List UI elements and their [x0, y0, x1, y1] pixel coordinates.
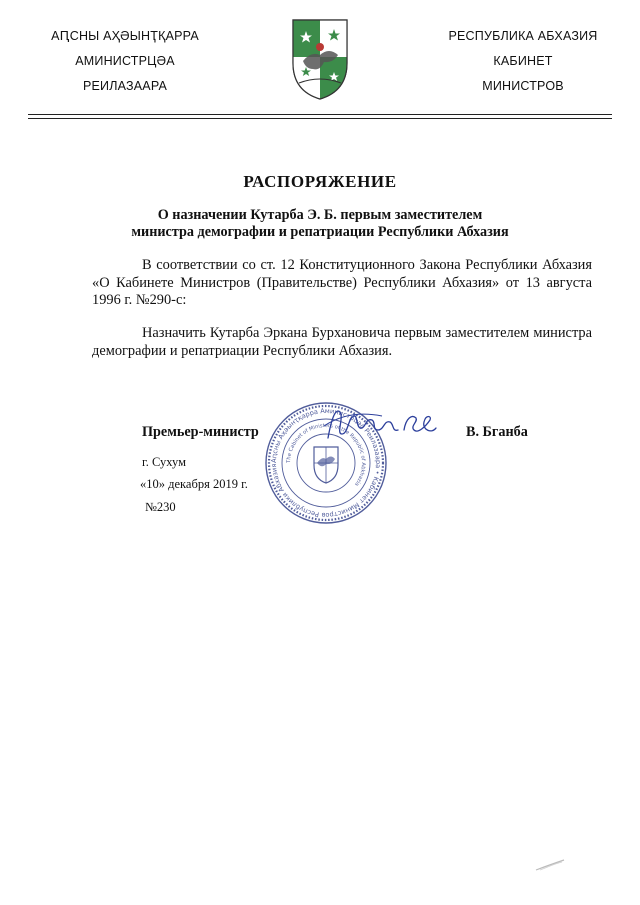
header-left-block — [30, 28, 220, 103]
header-left-line-1: АԤСНЫ АҲӘЫНҬҚАРРА — [51, 29, 199, 43]
header-right-line-2: КАБИНЕТ — [493, 54, 553, 68]
signatory-title: Премьер-министр — [142, 424, 259, 440]
header-left-line-3: РЕИЛАЗААРА — [82, 79, 168, 93]
document-title: РАСПОРЯЖЕНИЕ — [243, 172, 397, 191]
header-divider-thin — [28, 118, 612, 119]
stamp-inner-text: The Cabinet of Ministers of the Republic of Abkhazia — [285, 422, 367, 487]
header-right-line-1: РЕСПУБЛИКА АБХАЗИЯ — [448, 29, 598, 43]
signatory-name: В. Бганба — [466, 424, 528, 440]
header-right-block — [428, 28, 618, 103]
stamp-outer-text: Аԥсны Аҳәынҭқарра Аминистрцәа Реилазаара • Кабинет Министров Республики Абхазия — [269, 406, 383, 520]
body-paragraph-legal-basis: В соответствии со ст. 12 Конституционного Закона Республики Абхазия «О Кабинете Министров (Правительстве) Республики Абхазия» от 13 августа 1996 г. №290-с: — [92, 257, 592, 308]
header-left-line-2: АМИНИСТРЦӘА — [75, 54, 175, 68]
handwritten-signature-icon — [322, 404, 440, 448]
document-place: г. Сухум — [142, 455, 187, 469]
abkhazia-coat-of-arms-icon — [289, 17, 351, 101]
subject-line-2: министра демографии и репатриации Республики Абхазия — [131, 224, 509, 240]
document-date: «10» декабря 2019 г. — [140, 477, 248, 491]
header-divider-thick — [28, 114, 612, 115]
body-paragraph-appointment: Назначить Кутарба Эркана Бурхановича первым заместителем министра демографии и репатриации Республики Абхазия. — [92, 325, 592, 359]
scan-artifact-mark — [534, 858, 566, 872]
document-subject — [60, 207, 580, 241]
header-right-line-3: МИНИСТРОВ — [482, 79, 564, 93]
document-number: №230 — [145, 500, 176, 514]
subject-line-1: О назначении Кутарба Э. Б. первым заместителем — [157, 207, 483, 223]
